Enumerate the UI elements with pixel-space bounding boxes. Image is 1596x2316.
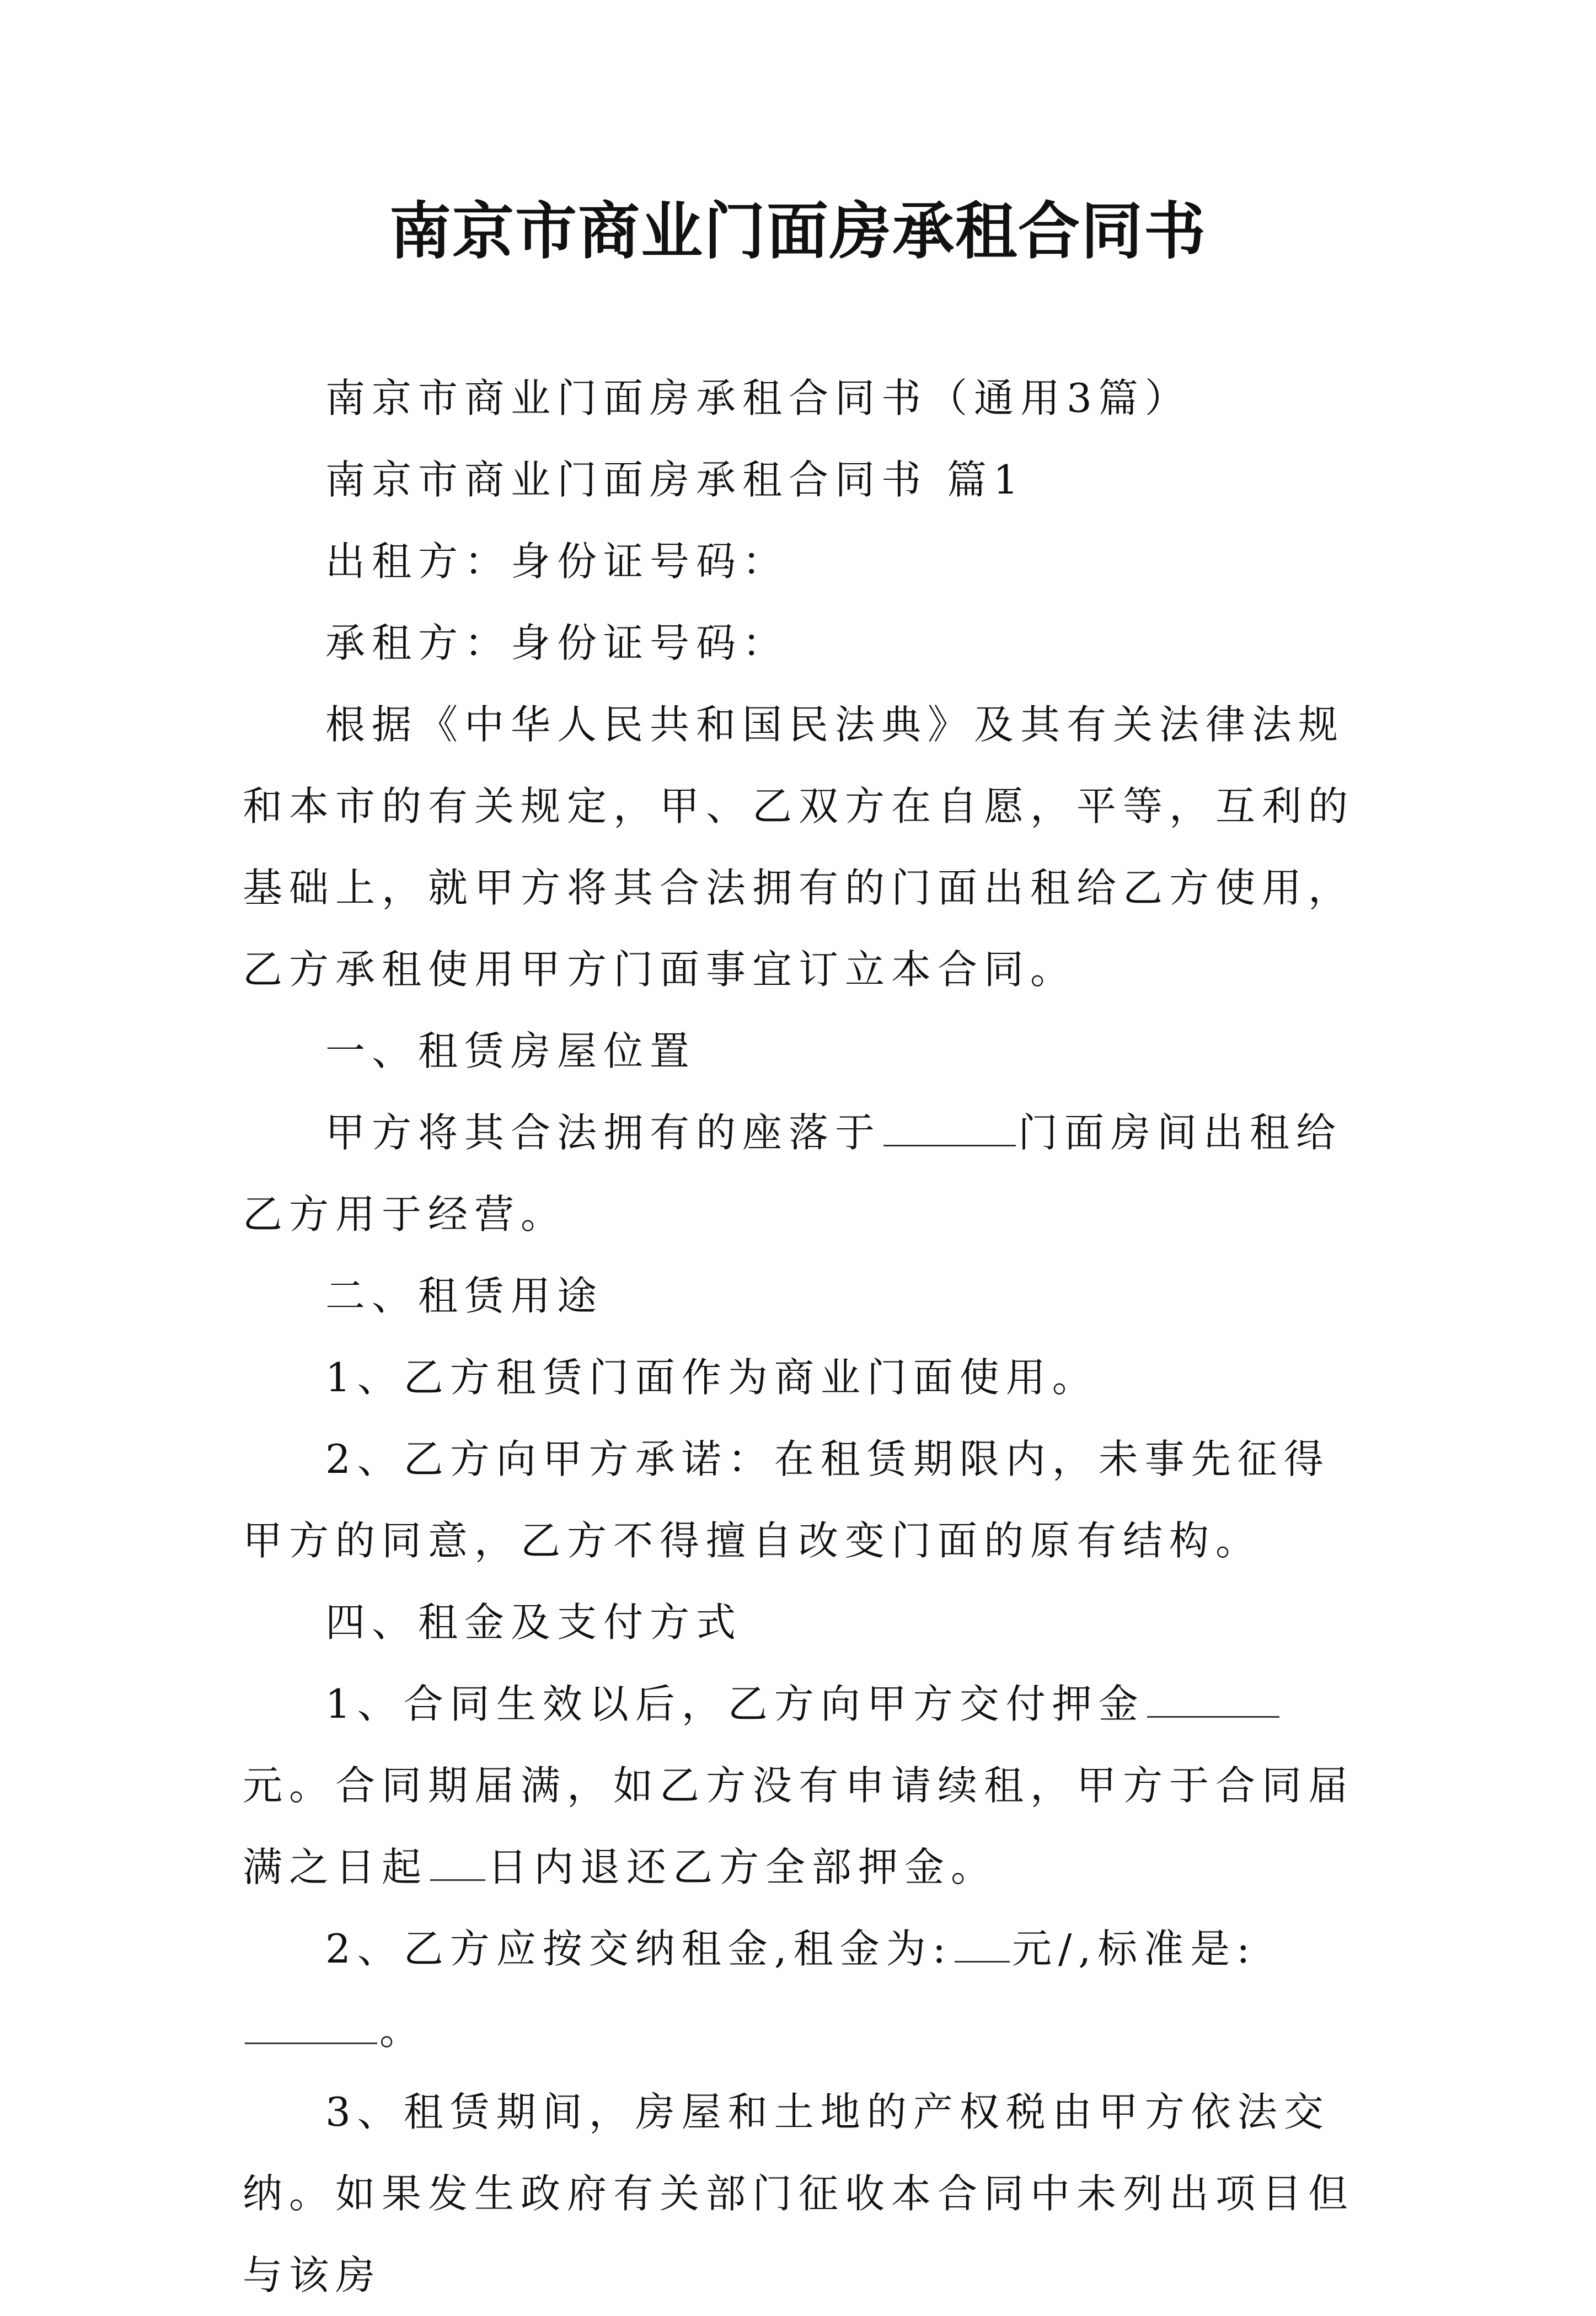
paragraph-rent-2 [243, 1908, 1359, 2071]
blank-underline [955, 1927, 1010, 1963]
text-segment: 2、乙方应按交纳租金,租金为: [325, 1926, 952, 1972]
paragraph-location [243, 1092, 1359, 1255]
text-segment: 元/,标准是: [1011, 1926, 1257, 1972]
paragraph-lessor: 出租方：身份证号码： [325, 538, 789, 585]
paragraph-rent-3: 3、租赁期间，房屋和土地的产权税由甲方依法交纳。如果发生政府有关部门征收本合同中未列出项目但与该房 [243, 2089, 1355, 2298]
text-segment: 甲方将其合法拥有的座落于 [325, 1109, 882, 1156]
paragraph-usage-2: 2、乙方向甲方承诺：在租赁期限内，未事先征得甲方的同意，乙方不得擅自改变门面的原有结构。 [243, 1436, 1330, 1564]
heading-location: 一、租赁房屋位置 [325, 1028, 697, 1074]
text-segment: 1、合同生效以后，乙方向甲方交付押金 [325, 1681, 1145, 1727]
text-segment: 元。合同期届满，如乙方没有申请续租，甲方于合同届满之日起 [243, 1762, 1355, 1890]
paragraph-rent-1 [243, 1663, 1359, 1908]
blank-underline [430, 1845, 485, 1881]
blank-underline [245, 2008, 377, 2044]
heading-usage: 二、租赁用途 [325, 1273, 604, 1319]
document-body [243, 357, 1359, 2316]
text-segment: 。 [379, 2007, 426, 2054]
document-title: 南京市商业门面房承租合同书 [389, 195, 1207, 267]
heading-rent: 四、租金及支付方式 [325, 1599, 743, 1645]
paragraph-usage-1: 1、乙方租赁门面作为商业门面使用。 [325, 1354, 1099, 1401]
text-segment: 日内退还乙方全部押金。 [488, 1844, 998, 1890]
paragraph-lessee: 承租方：身份证号码： [325, 620, 789, 666]
paragraph-preamble: 根据《中华人民共和国民法典》及其有关法律法规和本市的有关规定，甲、乙双方在自愿，平等，互利的基础上，就甲方将其合法拥有的门面出租给乙方使用，乙方承租使用甲方门面事宜订立本合同。 [243, 701, 1355, 993]
blank-underline [883, 1111, 1016, 1146]
blank-underline [1147, 1682, 1279, 1718]
paragraph-section-heading: 南京市商业门面房承租合同书 篇1 [325, 457, 1025, 503]
paragraph-subtitle: 南京市商业门面房承租合同书（通用3篇） [325, 375, 1191, 421]
text-segment: 门面房间出租给乙方用于经营。 [243, 1109, 1343, 1237]
